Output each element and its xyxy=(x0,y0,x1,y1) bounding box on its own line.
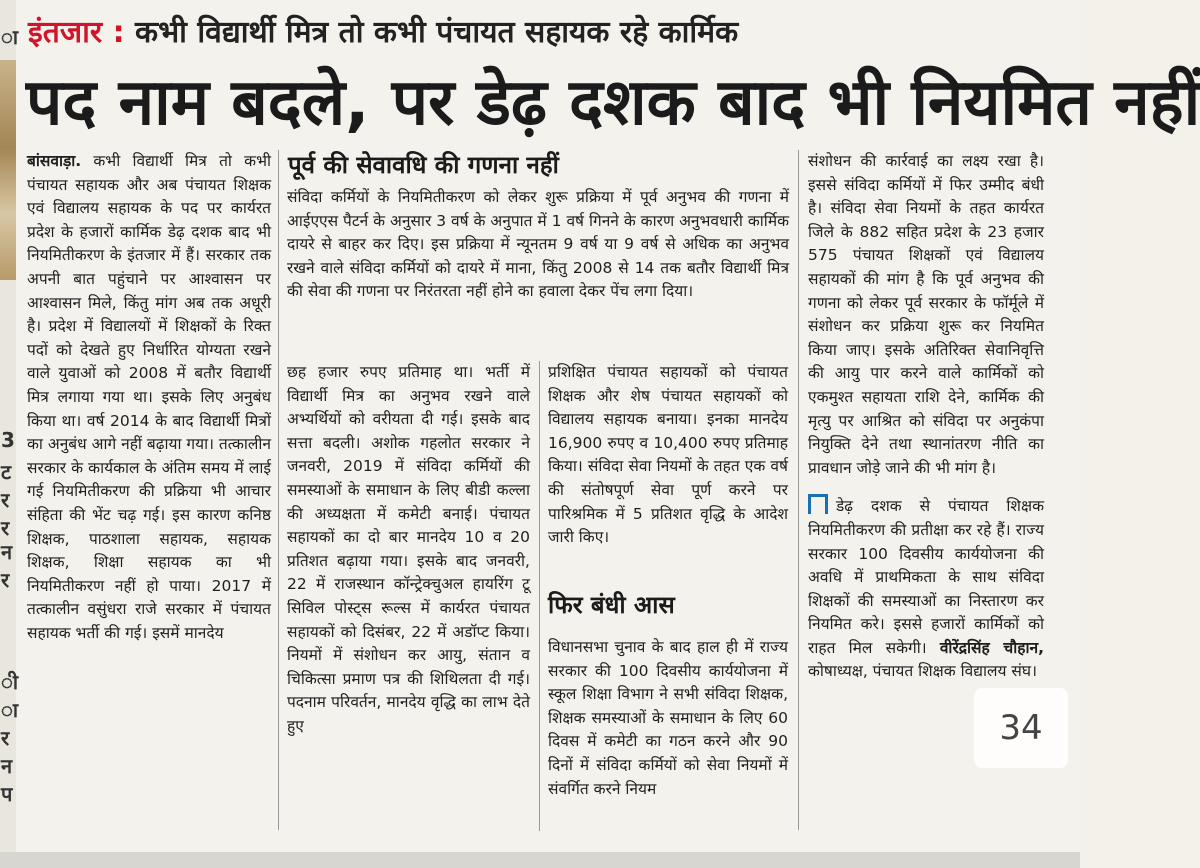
column-divider xyxy=(278,150,279,830)
subhead-hope: फिर बंधी आस xyxy=(548,591,675,619)
sliver-letter: न xyxy=(1,754,13,778)
kicker-tag: इंतजार : xyxy=(28,15,125,50)
subhead-service-period: पूर्व की सेवावधि की गणना नहीं xyxy=(288,151,559,179)
sliver-letter: 3 xyxy=(1,428,15,452)
article-column-3-top xyxy=(548,361,788,550)
sliver-letter: प xyxy=(1,782,13,806)
quote-mark-icon xyxy=(808,494,828,514)
column-3-top-text: प्रशिक्षित पंचायत सहायकों को पंचायत शिक्षक और शेष पंचायत सहायकों को विद्यालय सहायक बनाया। इनका मानदेय 16,900 रुपए व 10,400 रुपए प्रतिमाह किया। संविदा सेवा नियमों के तहत एक वर्ष की संतोषपूर्ण सेवा पूर्ण करने पर पारिश्रमिक में 5 प्रतिशत वृद्धि के आदेश जारी किए। xyxy=(548,363,788,547)
article-middle-block xyxy=(287,186,789,304)
column-1-text: कभी विद्यार्थी मित्र तो कभी पंचायत सहायक और अब पंचायत शिक्षक एवं विद्यालय सहायक के पद पर कार्यरत प्रदेश के हजारों कार्मिक डेढ़ दशक बाद भी नियमितीकरण के इंतजार में हैं। सरकार तक अपनी बात पहुंचाने पर आश्वासन पर आश्वासन मिले, किंतु मांग अब तक अधूरी है। प्रदेश में विद्यालयों में शिक्षकों के रिक्त पदों को देखते हुए निर्धारित योग्यता रखने वाले युवाओं को 2008 में बतौर विद्यार्थी मित्र लगाया गया था। इसके लिए अनुबंध किया था। वर्ष 2014 के बाद विद्यार्थी मित्रों का अनुबंध आगे नहीं बढ़ाया गया। तत्कालीन सरकार के कार्यकाल के अंतिम समय में लाई गई नियमितीकरण की प्रक्रिया भी आचार संहिता की भेंट चढ़ गई। इस कारण कनिष्ठ शिक्षक, पाठशाला सहायक, सहायक शिक्षक, शिक्षा सहायक का भी नियमितीकरण नहीं हो पाया। 2017 में तत्कालीन वसुंधरा राजे सरकार में पंचायत सहायक भर्ती की गई। इसमें मानदेय xyxy=(27,152,271,642)
quote-author-role: कोषाध्यक्ष, पंचायत शिक्षक विद्यालय संघ। xyxy=(808,662,1037,681)
sliver-letter: र xyxy=(1,516,10,540)
quote-text: डेढ़ दशक से पंचायत शिक्षक नियमितीकरण की प्रतीक्षा कर रहे हैं। राज्य सरकार 100 दिवसीय कार्ययोजना की अवधि में प्राथमिकता के साथ संविदा शिक्षकों की समस्याओं का निस्तारण कर नियमित करे। इससे हजारों कार्मिकों को राहत मिल सकेगी। xyxy=(808,497,1044,657)
headline: पद नाम बदले, पर डेढ़ दशक बाद भी नियमित नहीं xyxy=(26,66,1200,140)
column-4-text: संशोधन की कार्रवाई का लक्ष्य रखा है। इससे संविदा कर्मियों में फिर उम्मीद बंधी है। संविदा सेवा नियमों के तहत कार्यरत जिले के 882 सहित प्रदेश के 23 हजार 575 पंचायत शिक्षकों एवं विद्यालय सहायकों की मांग है कि पूर्व अनुभव की गणना को लेकर पूर्व सरकार के फॉर्मूले में संशोधन कर प्रक्रिया शुरू कर नियमित किया जाए। इसके अतिरिक्त सेवानिवृत्ति की आयु पार करने वाले कार्मिकों को एकमुश्त सहायता राशि देने, कार्मिक की मृत्यु पर आश्रित को संविदा पर अनुकंपा नियुक्ति देने तथा स्थानांतरण नीति का प्रावधान जोड़े जाने की भी मांग है। xyxy=(808,152,1044,477)
bottom-edge xyxy=(0,852,1080,868)
page-number-badge: 34 xyxy=(974,688,1068,768)
article-column-1 xyxy=(27,150,271,645)
dateline: बांसवाड़ा. xyxy=(27,152,82,170)
adjacent-photo xyxy=(0,60,16,280)
column-divider xyxy=(798,150,799,830)
article-column-4 xyxy=(808,150,1044,684)
sliver-letter: ा xyxy=(1,698,19,722)
middle-block-text: संविदा कर्मियों के नियमितीकरण को लेकर शुरू प्रक्रिया में पूर्व अनुभव की गणना में आईएएस पैटर्न के अनुसार 3 वर्ष के अनुपात में 1 वर्ष गिनने के कारण अनुभवधारी कार्मिक दायरे से बाहर कर दिए। इस प्रक्रिया में न्यूनतम 9 वर्ष या 9 वर्ष से अधिक का अनुभव रखने वाले संविदा कर्मियों को दायरे में माना, किंतु 2008 से 14 तक बतौर विद्यार्थी मित्र की सेवा की गणना पर निरंतरता नहीं होने का हवाला देकर पेंच लगा दिया। xyxy=(287,188,789,301)
kicker-text: कभी विद्यार्थी मित्र तो कभी पंचायत सहायक रहे कार्मिक xyxy=(135,15,739,50)
sliver-letter: र xyxy=(1,568,10,592)
sliver-letter: ा xyxy=(1,25,19,49)
sliver-letter: न xyxy=(1,540,13,564)
quote-author: वीरेंद्रसिंह चौहान, xyxy=(939,638,1044,657)
sliver-letter: र xyxy=(1,488,10,512)
article-column-2 xyxy=(287,361,530,739)
column-3-bottom-text: विधानसभा चुनाव के बाद हाल ही में राज्य सरकार की 100 दिवसीय कार्ययोजना में स्कूल शिक्षा विभाग ने सभी संविदा शिक्षक, शिक्षक समस्याओं के समाधान के लिए 60 दिवस में कमेटी का गठन करने और 90 दिनों में संविदा कर्मियों को सेवा नियमों में संवर्गित करने नियम xyxy=(548,638,788,798)
quote-block xyxy=(808,494,1044,684)
kicker-line xyxy=(28,10,738,51)
article-column-3-bottom xyxy=(548,636,788,801)
column-divider xyxy=(539,361,540,831)
sliver-letter: ट xyxy=(1,460,12,484)
sliver-letter: ी xyxy=(1,670,19,694)
column-2-text: छह हजार रुपए प्रतिमाह था। भर्ती में विद्यार्थी मित्र का अनुभव रखने वाले अभ्यर्थियों को वरीयता दी गई। इसके बाद सत्ता बदली। अशोक गहलोत सरकार ने जनवरी, 2019 में संविदा कर्मियों की समस्याओं के समाधान के लिए बीडी कल्ला की अध्यक्षता में कमेटी बनाई। पंचायत सहायकों का दो बार मानदेय 10 व 20 प्रतिशत बढ़ाया गया। इसके बाद जनवरी, 22 में राजस्थान कॉन्ट्रेक्चुअल हायरिंग टू सिविल पोस्ट्स रूल्स में कार्यरत पंचायत सहायकों को दिसंबर, 22 में अडॉप्ट किया। नियमों में संशोधन कर आयु, संतान व चिकित्सा प्रमाण पत्र की शिथिलता दी गई। पदनाम परिवर्तन, मानदेय वृद्धि का लाभ देते हुए xyxy=(287,363,530,735)
sliver-letter: र xyxy=(1,726,10,750)
